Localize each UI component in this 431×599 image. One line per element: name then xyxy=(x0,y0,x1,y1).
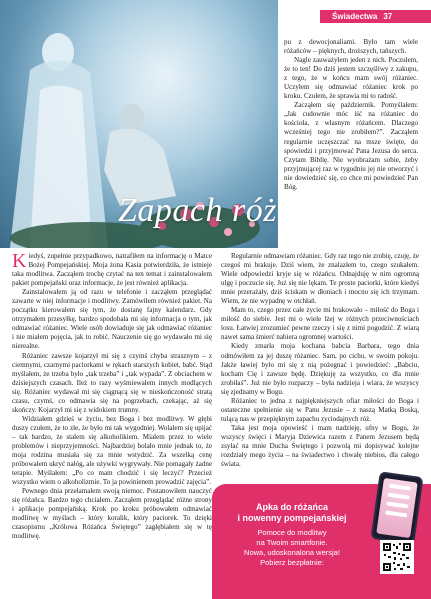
article-photo xyxy=(0,0,278,248)
page-number: 37 xyxy=(383,12,393,21)
paragraph: pu z dewocjonaliami. Było tam wiele różańców – pięknych, droższych, tańszych. xyxy=(284,38,418,56)
paragraph: Różaniec to jedna z najpiękniejszych ofiar miłości do Boga i ostateczne spełnienie się w Panu Jezusie – z naszą Matką Boską, tulącą nas w przepięknym zapachu zyciodajnych róż. xyxy=(221,396,419,423)
intro-text: iedyś, zupełnie przypadkowo, natrafiłem na informację o Matce Bożej Pompejańskiej. Moja żona Kasia potwierdziła, że istnieje taka modlitwa. Zacząłem trochę czytać na ten temat i zainstalowałem pakiet pompejański oraz informacje, że jest również aplikacja. xyxy=(12,252,212,288)
paragraph: Pewnego dnia przełamałem swoją niemoc. Postanowiłem nauczyć się różańca. Bardzo tego chciałem. Zacząłem przeglądać różne strony i aplikacje pompejańską. Krok po kroku próbowałem odmawiać modlitwę w myślach – który koralik, który paciorek. To dzięki czasopismu „Królowa Różańca Świętego” zagłębiałem się w tę modlitwę. xyxy=(12,487,212,541)
paragraph: Zacząłem się październik. Pomyślałem: „Jak cudownie móc iść na różaniec do kościoła, z własnym różańcem. Dlaczego wcześniej tego nie zrobiłem?”. Zacząłem regularnie uczęszczać na msze święte, do spowiedzi i przyjmować Pana Jezusa do serca. Czytam Biblię. Nie wyobrażam sobie, żeby przyjmującej raz w tygodniu jej nie otworzyć i nie dowiedzieć się, co chce mi powiedzieć Pan Bóg. xyxy=(284,101,418,191)
promo-text-line: Nowa, udoskonalona wersja! xyxy=(244,548,340,557)
promo-text-line: Pomoce do modlitwy xyxy=(257,528,327,537)
section-label: Świadectwa xyxy=(332,12,378,21)
article-column-right-top xyxy=(284,38,418,192)
section-tab xyxy=(320,10,431,23)
app-promo-box[interactable] xyxy=(212,484,431,599)
paragraph: Kiedy zmarła moja kochana babcia Barbara, tego dnia odmówiłem za jej duszę różaniec. Sam, po cichu, w swoim pokoju. Jakże ławiej było mi się z nią pożegnać i powiedzieć: „Babciu, kocham Cię i zawsze będę. Dziękuję za wszystko, co dla mnie zrobiłaś”. Już nie było rozpaczy – była nadzieja i wiara, że wszyscy się zjednamy w Bogu. xyxy=(221,342,419,396)
article-column-right xyxy=(221,252,419,469)
paragraph: Regularnie odmawiam różaniec. Gdy raz tego nie zrobię, czuję, że czegoś mi brakuje. Dziś wiem, że znalazłem to, czego szukałem. Wiele odpowiedzi kryje się w różańcu. Odnajduję w nim ogromną ulgę i poczucie się. Już się nie lękam. Te proste paciorki, które kiedyś mnie przerażały, dziś ściskam w dłoniach i mocno się ich trzymam. Wiem, że nie wypadnę w otchłań. xyxy=(221,252,419,306)
paragraph: Widziałem gdzieś w życiu, bez Boga i bez modlitwy. W głębi duszy czułem, że to złe, że było mi tak wygodniej. Wolałem się upijać – tak bardzo, że stałem się alkoholikiem. Miałem przez to wiele problemów i nieprzyjemności. Najbardziej bolało mnie jednak to, że moja rodzina musiała się za mnie wstydzić. Za wszelką cenę próbowałem ukryć nałóg, ale używki wygrywały. Nie pomagały żadne terapie. Myślałem: „Po co mam chodzić i się leczyć? Przecież wszystko wiem o alkoholizmie. To ja powinienem prowadzić zajęcia”. xyxy=(12,414,212,487)
drop-cap: K xyxy=(12,250,27,272)
smartphone-icon xyxy=(370,471,423,544)
promo-text xyxy=(212,528,372,568)
promo-title xyxy=(212,502,372,524)
qr-code-icon[interactable] xyxy=(380,540,414,574)
paragraph: Taka jest moja opowieść i mam nadzieję, ufny w Bogu, że wszyscy święci i Maryja Dziewica razem z Panem Jezusem będą zsyłać na mnie Ducha Świętego i pozwolą mi dopisywać kolejne rozdziały mego życia – na świadectwo i chwałę niebios, dla całego świata. xyxy=(221,423,419,469)
paragraph: Mam to, czego przez całe życie mi brakowało – miłość do Boga i miłość do siebie. Jest mi o wiele lżej w różnych przeciwnościach losu. Łatwiej zrozumieć pewne rzeczy i się z nimi pogodzić. Z wiarą nawet sama śmierć nabiera ogromnej wartości. xyxy=(221,306,419,342)
qr-pattern xyxy=(382,542,412,572)
promo-text-line: na Twoim smartfonie. xyxy=(256,538,328,547)
article-column-left xyxy=(12,252,212,542)
intro-paragraph xyxy=(12,252,212,288)
article-title: Zapach róż xyxy=(118,192,277,229)
promo-text-line: Pobierz bezpłatnie: xyxy=(260,558,324,567)
promo-title-line: i nowenny pompejańskiej xyxy=(237,513,347,523)
paragraph: Zainstalowałem ją od razu w telefonie i zacząłem przeglądać zawarte w niej informacje i modlitwy. Zamówiłem również pakiet. Na początku kierowałem się tym, że dostanę fajny kalendarz. Gdy otrzymałem przesyłkę, bardzo spodobała mi się informacja o tym, jak odmawiać różaniec. Wiele osób dowiaduje się jak odmawiać różaniec i nie miałem pojęcia, jak to robić. Nauczenie się go wydawało mi się nierealne. xyxy=(12,288,212,351)
paragraph: Nagle zauważyłem jeden z nich. Poczułem, że to ten! Do dziś jestem szczęśliwy z zakupu, z tego, że w końcu mam swój różaniec. Uczyłem się odmawiać różaniec krok po kroku. Czułem, że sprawia mi to radość. xyxy=(284,56,418,101)
paragraph: Różaniec zawsze kojarzył mi się z czymś chyba strasznym – z ciemnymi, czarnymi paciorkami w rękach starszych kobiet, babć. Stąd myślałem, że trzeba było „tak trzeba” i „tak wypada”. Z obciachem w dzisiejszych czasach. Ileż to razy wyśmiewałem innych modlących się. Różaniec wydawał mi się ciągnącą się w nieskończoność stratą czasu, czymś, co odmawia się na pogrzebach, czekając, aż się skończy. Kojarzył mi się z widokiem trumny. xyxy=(12,351,212,414)
promo-title-line: Apka do różańca xyxy=(255,502,329,512)
phone-screen xyxy=(376,478,417,538)
